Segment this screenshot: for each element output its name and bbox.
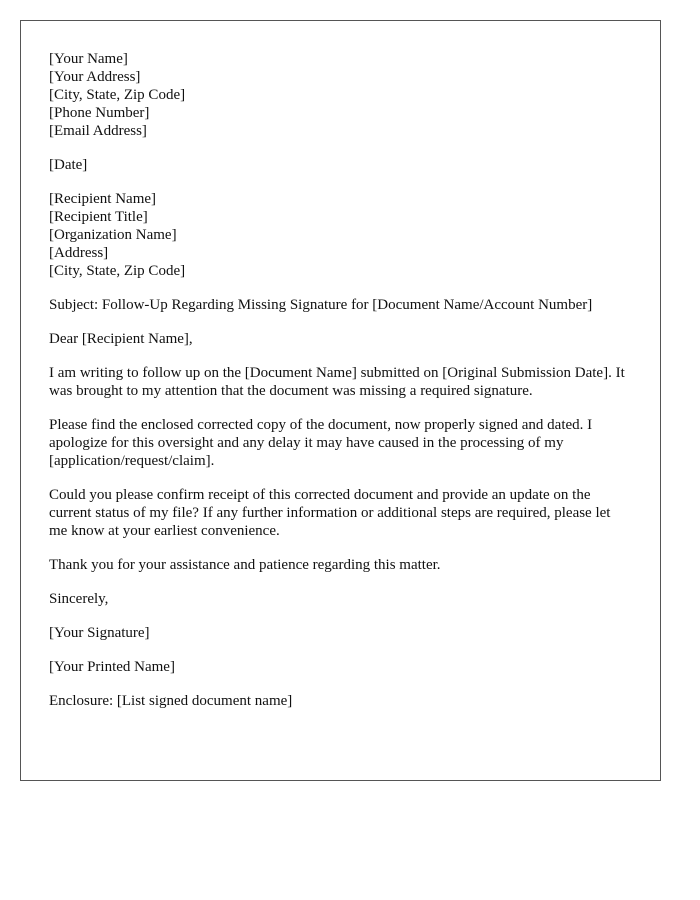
- closing: Sincerely,: [49, 591, 109, 607]
- letter-date: [Date]: [49, 157, 88, 173]
- body-paragraph-4: Thank you for your assistance and patience regarding this matter.: [49, 557, 441, 573]
- date-block: [49, 156, 632, 174]
- recipient-block: [49, 190, 632, 280]
- sender-phone: [Phone Number]: [49, 105, 150, 121]
- signature-placeholder: [Your Signature]: [49, 625, 150, 641]
- sender-address: [Your Address]: [49, 69, 141, 85]
- body-paragraph-1: I am writing to follow up on the [Document Name] submitted on [Original Submission Date]. It was brought to my attention that the document was missing a required signature.: [49, 365, 625, 399]
- recipient-title: [Recipient Title]: [49, 209, 148, 225]
- subject-line: Subject: Follow-Up Regarding Missing Signature for [Document Name/Account Number]: [49, 297, 593, 313]
- salutation: Dear [Recipient Name],: [49, 331, 193, 347]
- recipient-address: [Address]: [49, 245, 109, 261]
- body-paragraph-2: Please find the enclosed corrected copy of the document, now properly signed and dated. I apologize for this oversight and any delay it may have caused in the processing of my [application/request/claim].: [49, 417, 593, 469]
- sender-name: [Your Name]: [49, 51, 128, 67]
- recipient-name: [Recipient Name]: [49, 191, 157, 207]
- body-paragraph-3: Could you please confirm receipt of this corrected document and provide an update on the current status of my file? If any further information or additional steps are required, please let me know at your earliest convenience.: [49, 487, 611, 539]
- printed-name: [Your Printed Name]: [49, 659, 175, 675]
- sender-city-state-zip: [City, State, Zip Code]: [49, 87, 186, 103]
- sender-email: [Email Address]: [49, 123, 147, 139]
- enclosure-line: Enclosure: [List signed document name]: [49, 693, 293, 709]
- sender-block: [49, 50, 632, 140]
- recipient-organization: [Organization Name]: [49, 227, 177, 243]
- recipient-city-state-zip: [City, State, Zip Code]: [49, 263, 186, 279]
- letter-page: [20, 20, 661, 781]
